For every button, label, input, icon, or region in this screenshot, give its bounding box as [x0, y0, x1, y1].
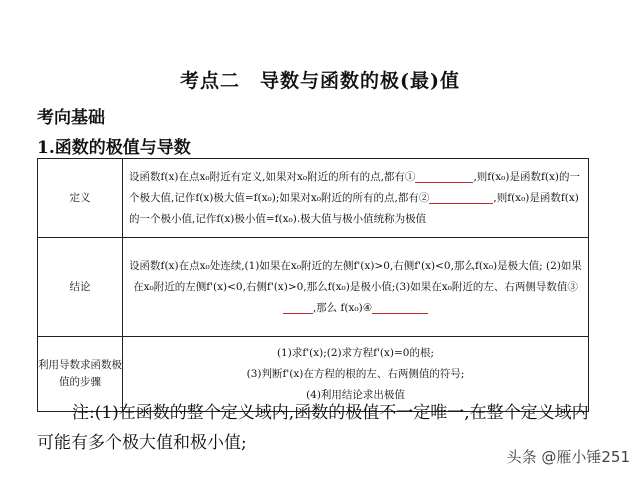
blank-4 [372, 299, 428, 314]
step-line: (1)求f'(x);(2)求方程f'(x)=0的根; [276, 346, 435, 359]
row-label-steps: 利用导数求函数极值的步骤 [38, 337, 123, 412]
sub-heading: 1.函数的极值与导数 [37, 138, 191, 158]
row-label-definition: 定义 [38, 159, 123, 238]
knowledge-table [37, 158, 589, 412]
definition-text-b: ,则f(x₀)是函数f(x)的一个极大值,记作f(x)极大值=f(x₀);如果对x₀附近的所有的点,都有② [129, 170, 580, 204]
step-line: (4)利用结论求出极值 [306, 388, 405, 401]
definition-text [123, 159, 589, 238]
page-title: 考点二 导数与函数的极(最)值 [180, 70, 460, 92]
watermark: 头条 @雁小锤251 [506, 448, 630, 466]
blank-3 [283, 299, 313, 314]
step-line: (3)判断f'(x)在方程的根的左、右两侧值的符号; [246, 367, 465, 380]
conclusion-text [123, 238, 589, 337]
blank-1 [415, 168, 473, 183]
conclusion-text-c: ,那么 f(x₀)④ [312, 301, 373, 314]
table-row [38, 238, 589, 337]
conclusion-text-b: (2)如果在x₀附近的左侧f'(x)<0,右侧f'(x)>0,那么f(x₀)是极小值;(3)如果在x₀附近的左、右两侧导数值③ [133, 259, 582, 293]
row-label-conclusion: 结论 [38, 238, 123, 337]
blank-2 [429, 189, 493, 204]
section-heading: 考向基础 [37, 108, 105, 128]
definition-text-c: ,则f(x₀)是函数f(x)的一个极小值,记作f(x)极小值=f(x₀).极大值与极小值统称为极值 [129, 191, 579, 225]
note-paragraph: 注:(1)在函数的整个定义域内,函数的极值不一定唯一,在整个定义域内可能有多个极大值和极小值; [37, 403, 589, 453]
conclusion-text-a: 设函数f(x)在点x₀处连续,(1)如果在x₀附近的左侧f'(x)>0,右侧f'(x)<0,那么f(x₀)是极大值; [129, 259, 543, 272]
definition-text-a: 设函数f(x)在点x₀附近有定义,如果对x₀附近的所有的点,都有① [129, 170, 416, 183]
table-row [38, 159, 589, 238]
